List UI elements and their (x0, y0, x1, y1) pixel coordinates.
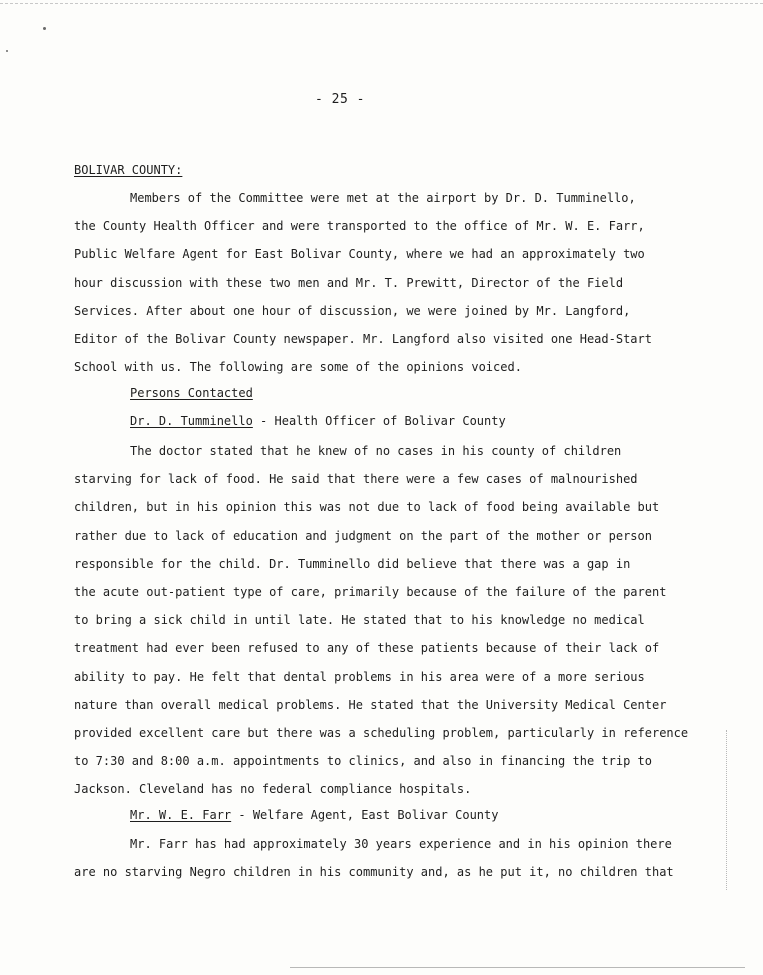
text-line: provided excellent care but there was a scheduling problem, particularly in reference (74, 725, 689, 740)
person-name: Mr. W. E. Farr (130, 808, 232, 822)
text-line: to bring a sick child in until late. He stated that to his knowledge no medical (74, 613, 645, 628)
scan-top-edge (0, 3, 763, 4)
text-line: starving for lack of food. He said that there were a few cases of malnourished (74, 472, 638, 487)
text-line: Members of the Committee were met at the airport by Dr. D. Tumminello, (130, 191, 636, 205)
scan-margin-mark (726, 730, 727, 890)
text-line: children, but in his opinion this was not due to lack of food being available but (74, 500, 660, 515)
text-line: ability to pay. He felt that dental problems in his area were of a more serious (74, 669, 645, 684)
intro-paragraph (74, 189, 684, 386)
text-line: the acute out-patient type of care, primarily because of the failure of the parent (74, 584, 667, 599)
farr-paragraph (74, 835, 684, 891)
text-line: Editor of the Bolivar County newspaper. Mr. Langford also visited one Head-Start (74, 331, 652, 346)
persons-contacted-heading: Persons Contacted (130, 386, 253, 400)
person-heading-farr (130, 808, 498, 822)
text-line: hour discussion with these two men and Mr. T. Prewitt, Director of the Field (74, 275, 624, 290)
person-name: Dr. D. Tumminello (130, 414, 253, 428)
text-line: the County Health Officer and were transported to the office of Mr. W. E. Farr, (74, 219, 645, 234)
text-line: Mr. Farr has had approximately 30 years experience and in his opinion there (130, 837, 672, 851)
scan-bottom-edge (290, 967, 745, 968)
text-line: are no starving Negro children in his community and, as he put it, no children that (74, 865, 674, 880)
text-line: Services. After about one hour of discussion, we were joined by Mr. Langford, (74, 303, 631, 318)
text-line: nature than overall medical problems. He stated that the University Medical Center (74, 697, 667, 712)
text-line: to 7:30 and 8:00 a.m. appointments to clinics, and also in financing the trip to (74, 754, 652, 769)
scan-speck (6, 50, 8, 52)
person-role: - Health Officer of Bolivar County (252, 414, 506, 428)
text-line: The doctor stated that he knew of no cases in his county of children (130, 444, 622, 458)
scan-speck (43, 27, 46, 30)
text-line: School with us. The following are some of the opinions voiced. (74, 360, 522, 375)
page-number: - 25 - (315, 92, 365, 107)
text-line: Public Welfare Agent for East Bolivar County, where we had an approximately two (74, 247, 645, 262)
text-line: treatment had ever been refused to any of these patients because of their lack of (74, 641, 660, 656)
section-heading: BOLIVAR COUNTY: (74, 163, 183, 177)
tumminello-paragraph (74, 442, 689, 808)
text-line: Jackson. Cleveland has no federal compliance hospitals. (74, 782, 472, 797)
person-role: - Welfare Agent, East Bolivar County (231, 808, 499, 822)
text-line: rather due to lack of education and judgment on the part of the mother or person (74, 528, 652, 543)
text-line: responsible for the child. Dr. Tumminello did believe that there was a gap in (74, 556, 631, 571)
person-heading-tumminello (130, 414, 506, 428)
